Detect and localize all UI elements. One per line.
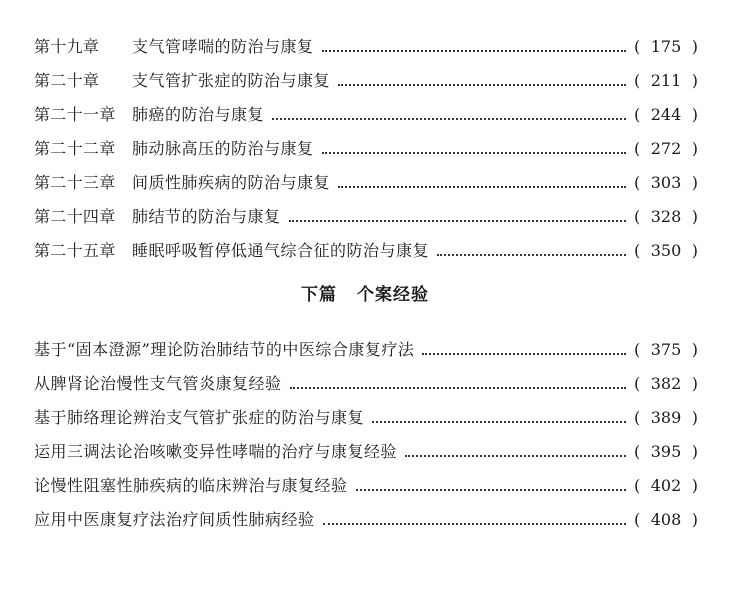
- page-number: ( 375 ): [634, 340, 698, 359]
- dot-leader: [437, 253, 626, 256]
- chapter-label: 第二十二章: [34, 139, 116, 158]
- entry-title: 运用三调法论治咳嗽变异性哮喘的治疗与康复经验: [34, 442, 398, 461]
- dot-leader: [322, 151, 626, 154]
- entry-title: 支气管扩张症的防治与康复: [132, 71, 331, 90]
- entry-title: 肺结节的防治与康复: [132, 207, 281, 226]
- entry-title: 睡眠呼吸暂停低通气综合征的防治与康复: [132, 241, 430, 260]
- dot-leader: [323, 522, 626, 525]
- toc-entry: [34, 30, 698, 64]
- chapter-label: 第二十一章: [34, 105, 116, 124]
- page-number: ( 303 ): [634, 173, 698, 192]
- page-number: ( 328 ): [634, 207, 698, 226]
- entry-title: 从脾肾论治慢性支气管炎康复经验: [34, 374, 282, 393]
- entry-title: 支气管哮喘的防治与康复: [132, 37, 314, 56]
- chapter-label: 第二十三章: [34, 173, 116, 192]
- toc-entry: [34, 200, 698, 234]
- page-number: ( 389 ): [634, 408, 698, 427]
- page-number: ( 395 ): [634, 442, 698, 461]
- toc-entry: [34, 132, 698, 166]
- toc-entry: [34, 64, 698, 98]
- entry-title: 论慢性阻塞性肺疾病的临床辨治与康复经验: [34, 476, 348, 495]
- entry-title: 肺癌的防治与康复: [132, 105, 265, 124]
- dot-leader: [372, 420, 626, 423]
- page-number: ( 211 ): [634, 71, 698, 90]
- lower-toc-list: [34, 333, 698, 537]
- dot-leader: [405, 454, 626, 457]
- page-number: ( 408 ): [634, 510, 698, 529]
- section-heading: [0, 280, 730, 305]
- page-number: ( 402 ): [634, 476, 698, 495]
- chapter-label: 第二十四章: [34, 207, 116, 226]
- page-number: ( 244 ): [634, 105, 698, 124]
- toc-entry: [34, 367, 698, 401]
- page-number: ( 175 ): [634, 37, 698, 56]
- toc-entry: [34, 469, 698, 503]
- toc-entry: [34, 166, 698, 200]
- chapter-label: 第十九章: [34, 37, 100, 56]
- toc-entry: [34, 333, 698, 367]
- dot-leader: [289, 219, 626, 222]
- dot-leader: [422, 352, 626, 355]
- toc-entry: [34, 503, 698, 537]
- chapter-label: 第二十章: [34, 71, 100, 90]
- dot-leader: [272, 117, 626, 120]
- toc-entry: [34, 234, 698, 268]
- dot-leader: [338, 83, 626, 86]
- page-number: ( 382 ): [634, 374, 698, 393]
- dot-leader: [356, 488, 626, 491]
- dot-leader: [322, 49, 626, 52]
- chapter-label: 第二十五章: [34, 241, 116, 260]
- toc-entry: [34, 435, 698, 469]
- section-part: 下篇: [301, 285, 337, 305]
- page-number: ( 350 ): [634, 241, 698, 260]
- entry-title: 间质性肺疾病的防治与康复: [132, 173, 331, 192]
- dot-leader: [290, 386, 626, 389]
- entry-title: 应用中医康复疗法治疗间质性肺病经验: [34, 510, 315, 529]
- upper-toc-list: [34, 30, 698, 268]
- dot-leader: [338, 185, 626, 188]
- section-name: 个案经验: [357, 285, 429, 305]
- page-number: ( 272 ): [634, 139, 698, 158]
- toc-entry: [34, 98, 698, 132]
- entry-title: 肺动脉高压的防治与康复: [132, 139, 314, 158]
- toc-entry: [34, 401, 698, 435]
- entry-title: 基于肺络理论辨治支气管扩张症的防治与康复: [34, 408, 365, 427]
- entry-title: 基于“固本澄源”理论防治肺结节的中医综合康复疗法: [34, 340, 415, 359]
